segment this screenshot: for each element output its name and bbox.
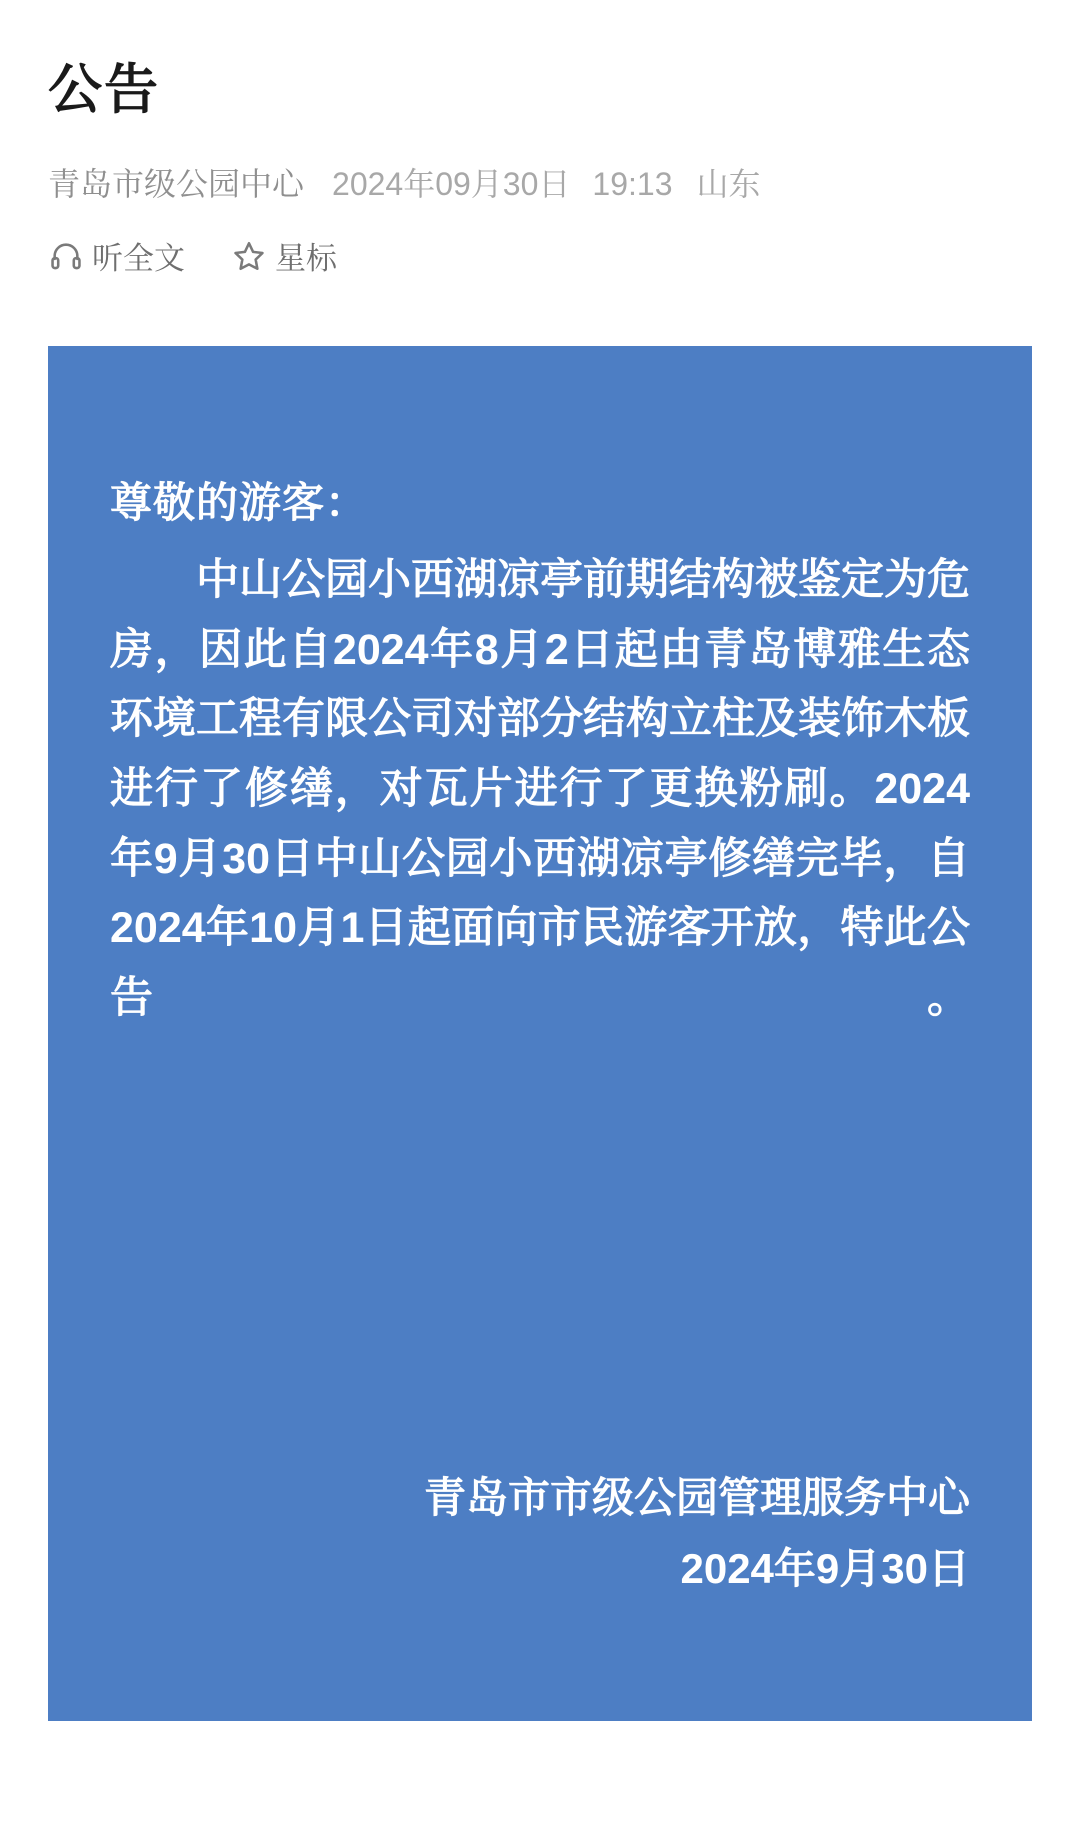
account-name[interactable]: 青岛市级公园中心 bbox=[48, 166, 305, 203]
notice-card bbox=[48, 346, 1032, 1721]
notice-body: 中山公园小西湖凉亭前期结构被鉴定为危房，因此自2024年8月2日起由青岛博雅生态环境工程有限公司对部分结构立柱及装饰木板进行了修缮，对瓦片进行了更换粉刷。2024年9月30日中山公园小西湖凉亭修缮完毕，自2024年10月1日起面向市民游客开放，特此公告。 bbox=[110, 556, 970, 1023]
star-icon bbox=[231, 238, 267, 274]
listen-full-text-label: 听全文 bbox=[92, 241, 185, 277]
star-button[interactable] bbox=[231, 233, 337, 278]
headphones-icon bbox=[48, 238, 84, 274]
article-actions bbox=[48, 233, 1032, 278]
article-page bbox=[0, 36, 1080, 1821]
publish-date: 2024年09月30日 bbox=[332, 166, 571, 203]
page-title: 公告 bbox=[48, 60, 160, 121]
notice-salutation: 尊敬的游客： bbox=[110, 479, 369, 527]
star-label: 星标 bbox=[275, 241, 337, 277]
article-meta bbox=[48, 159, 1032, 205]
publish-location: 山东 bbox=[696, 166, 761, 203]
notice-signature: 青岛市市级公园管理服务中心 bbox=[423, 1473, 970, 1521]
publish-time: 19:13 bbox=[592, 166, 673, 203]
notice-signature-block bbox=[424, 1465, 970, 1601]
listen-full-text-button[interactable] bbox=[48, 233, 185, 278]
notice-signature-date: 2024年9月30日 bbox=[680, 1545, 970, 1593]
